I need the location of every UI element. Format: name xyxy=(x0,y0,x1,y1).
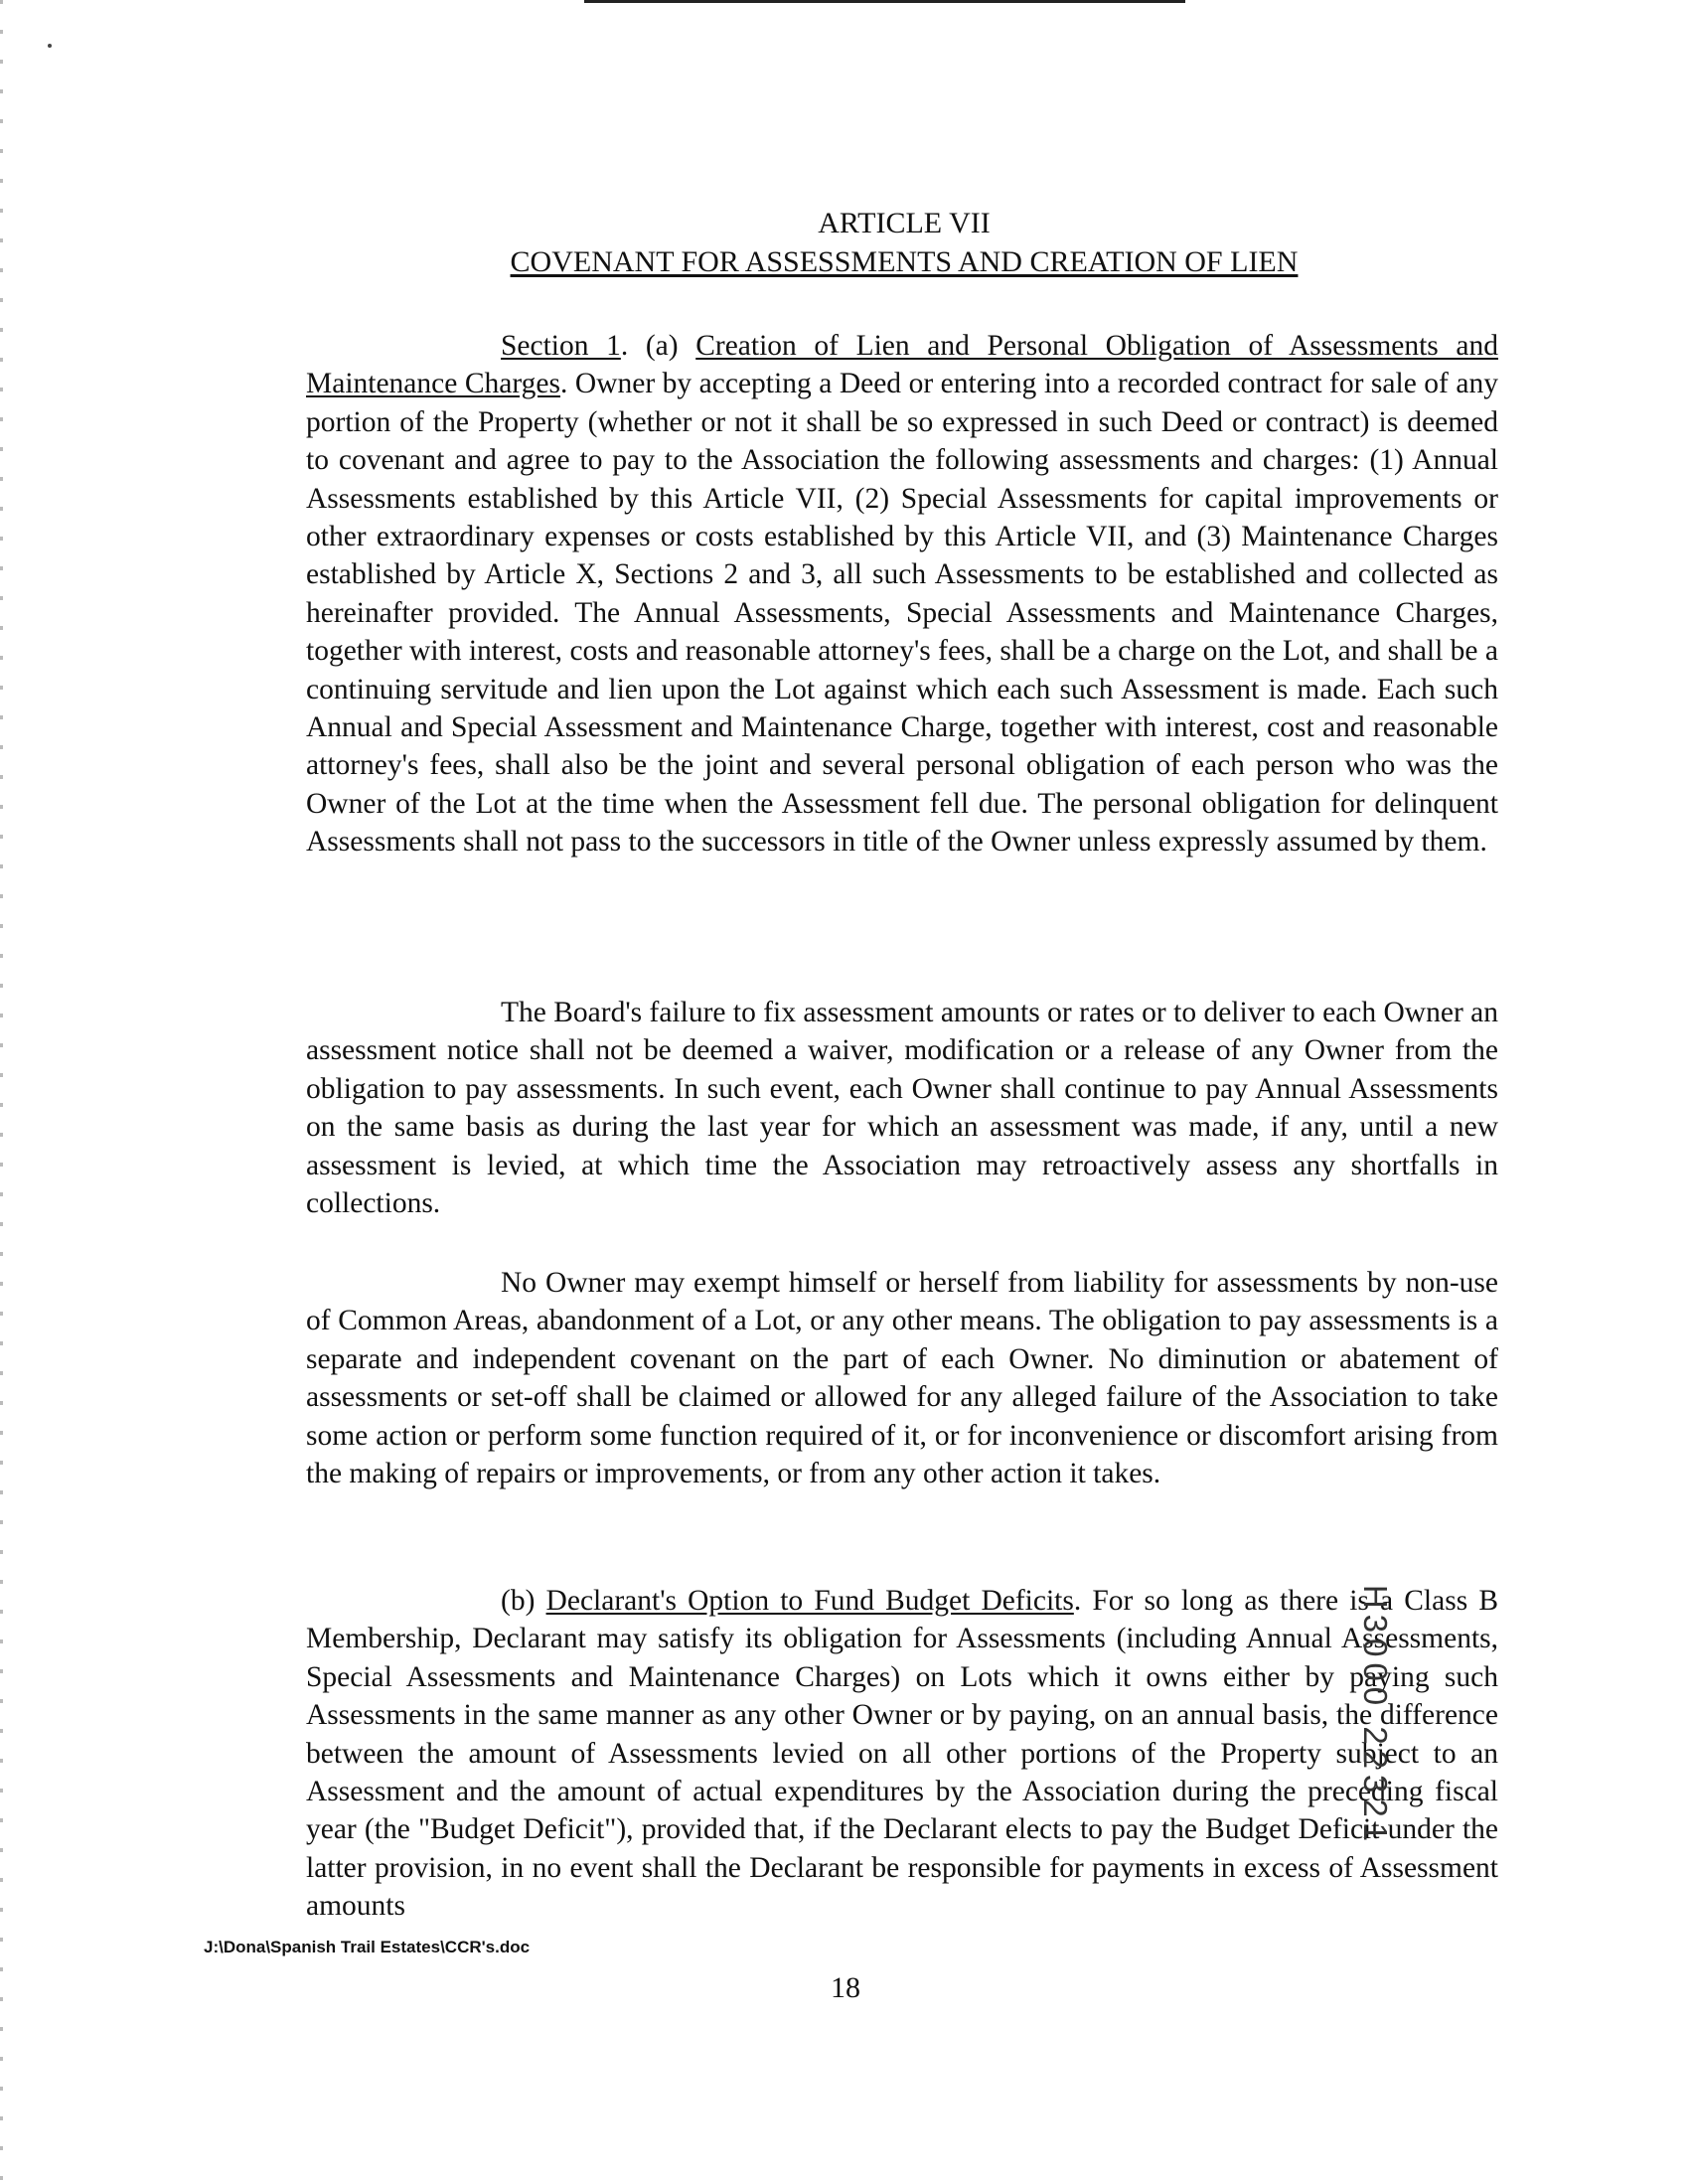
paragraph-no-exemption xyxy=(306,1264,1498,1492)
article-number: ARTICLE VII xyxy=(818,207,991,239)
section-subpart: . (a) xyxy=(620,330,696,362)
subsection-body: . For so long as there is a Class B Membership, Declarant may satisfy its obligation for Assessments (including Annual Assessments, Special Assessments and Maintenance Charges) on Lots which it owns either by paying such Assessments in the same manner as any other Owner or by paying, on an annual basis, the difference between the amount of Assessments levied on all other portions of the Property subject to an Assessment and the amount of actual expenditures by the Association during the preceding fiscal year (the "Budget Deficit"), provided that, if the Declarant elects to pay the Budget Deficit under the latter provision, in no event shall the Declarant be responsible for payments in excess of Assessment amounts xyxy=(306,1585,1498,1923)
page-number: 18 xyxy=(831,1971,860,2004)
top-rule xyxy=(584,0,1185,3)
subsection-b-paragraph xyxy=(306,1582,1498,1926)
paragraph-text: No Owner may exempt himself or herself from liability for assessments by non-use of Common Areas, abandonment of a Lot, or any other means. The obligation to pay assessments is a separate and independent covenant on the part of each Owner. No diminution or abatement of assessments or set-off shall be claimed or allowed for any alleged failure of the Association to take some action or perform some function required of it, or for inconvenience or discomfort arising from the making of repairs or improvements, or from any other action it takes. xyxy=(306,1267,1498,1490)
footer-file-path: J:\Dona\Spanish Trail Estates\CCR's.doc xyxy=(204,1938,531,1956)
section-label: Section 1 xyxy=(501,330,621,362)
section-body: . Owner by accepting a Deed or entering into a recorded contract for sale of any portion of the Property (whether or not it shall be so expressed in such Deed or contract) is deemed to covenant and agree to pay to the Association the following assessments and charges: (1) Annual Assessments established by this Article VII, (2) Special Assessments for capital improvements or other extraordinary expenses or costs established by this Article VII, and (3) Maintenance Charges established by Article X, Sections 2 and 3, all such Assessments to be established and collected as hereinafter provided. The Annual Assessments, Special Assessments and Maintenance Charges, together with interest, costs and reasonable attorney's fees, shall be a charge on the Lot, and shall be a continuing servitude and lien upon the Lot against which each such Assessment is made. Each such Annual and Special Assessment and Maintenance Charge, together with interest, cost and reasonable attorney's fees, shall also be the joint and several personal obligation of each person who was the Owner of the Lot at the time when the Assessment fell due. The personal obligation for delinquent Assessments shall not pass to the successors in title of the Owner unless expressly assumed by them. xyxy=(306,368,1498,858)
article-title: COVENANT FOR ASSESSMENTS AND CREATION OF LIEN xyxy=(510,245,1299,278)
section-1-paragraph xyxy=(306,327,1498,861)
paragraph-board-failure xyxy=(306,994,1498,1222)
scan-speck xyxy=(48,44,52,48)
subsection-heading: Declarant's Option to Fund Budget Deficits xyxy=(545,1585,1074,1617)
subsection-label: (b) xyxy=(501,1585,546,1617)
paragraph-text: The Board's failure to fix assessment amounts or rates or to deliver to each Owner an assessment notice shall not be deemed a waiver, modification or a release of any Owner from the obligation to pay assessments. In such event, each Owner shall continue to pay Annual Assessments on the same basis as during the last year for which an assessment was made, if any, until a new assessment is levied, at which time the Association may retroactively assess any shortfalls in collections. xyxy=(306,997,1498,1220)
section-heading: Creation of Lien and Personal Obligation of Assessments and Maintenance Charges xyxy=(306,330,1498,400)
recording-stamp xyxy=(1353,1584,1397,1848)
stamp-number: H3000 22321 xyxy=(1357,1584,1394,1848)
scan-edge xyxy=(0,0,3,2184)
